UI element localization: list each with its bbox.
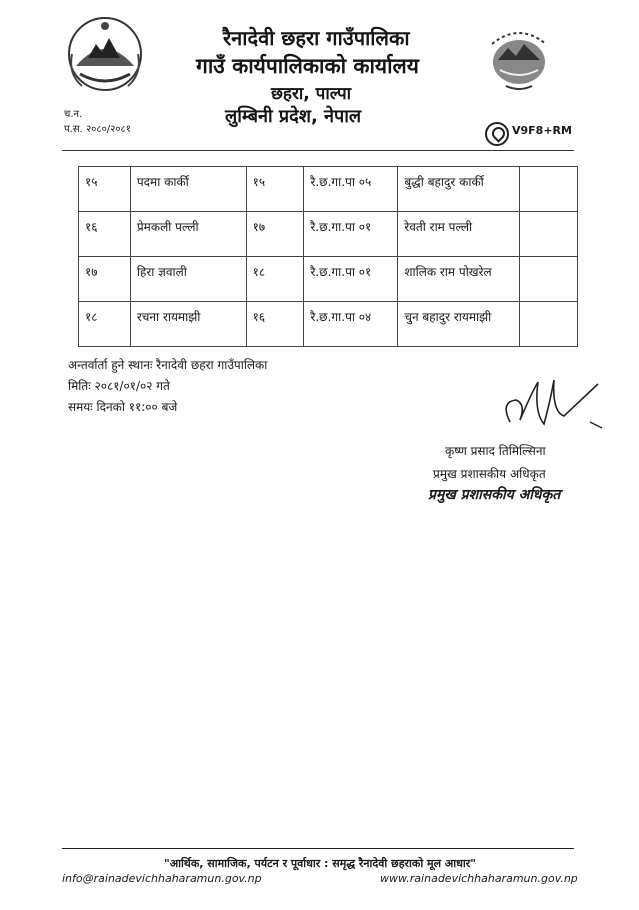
- interview-notes: [68, 355, 267, 418]
- footer-website: www.rainadevichhaharamun.gov.np: [380, 872, 578, 885]
- table-cell-name: रचना रायमाझी: [130, 302, 246, 347]
- signatory-name: कृष्ण प्रसाद तिमिल्सिना: [445, 444, 546, 458]
- table-cell-roll: १५: [246, 167, 304, 212]
- table-cell-address: रै.छ.गा.पा ०५: [304, 167, 398, 212]
- interview-venue: अन्तर्वार्ता हुने स्थानः रैनादेवी छहरा गाउँपालिका: [68, 358, 268, 372]
- nepal-emblem-logo: [62, 14, 148, 96]
- table-cell-guardian: रेवती राम पल्ली: [398, 212, 520, 257]
- footer-divider: [62, 848, 574, 849]
- candidate-table: [78, 166, 578, 347]
- table-cell-name: हिरा ज्ञवाली: [130, 257, 246, 302]
- table-cell-address: रै.छ.गा.पा ०१: [304, 212, 398, 257]
- office-location: छहरा, पाल्पा: [271, 84, 352, 104]
- table-cell-extra: [520, 167, 578, 212]
- table-cell-address: रै.छ.गा.पा ०१: [304, 257, 398, 302]
- interview-date: मितिः २०८१/०१/०२ गते: [68, 379, 170, 393]
- footer-email: info@rainadevichhaharamun.gov.np: [62, 872, 262, 885]
- location-pin-icon: [485, 122, 509, 146]
- table-cell-sn: १५: [79, 167, 131, 212]
- table-cell-sn: १७: [79, 257, 131, 302]
- signature-image: [480, 372, 604, 442]
- header-divider: [62, 150, 574, 151]
- footer-slogan: "आर्थिक, सामाजिक, पर्यटन र पूर्वाधार : समृद्ध रैनादेवी छहराको मूल आधार": [163, 857, 476, 870]
- table-cell-roll: १६: [246, 302, 304, 347]
- interview-time: समयः दिनको ११:०० बजे: [68, 400, 178, 414]
- table-cell-guardian: शालिक राम पोखरेल: [398, 257, 520, 302]
- table-row: [79, 212, 578, 257]
- municipality-name: रैनादेवी छहरा गाउँपालिका: [223, 26, 410, 50]
- table-cell-roll: १७: [246, 212, 304, 257]
- office-name: गाउँ कार्यपालिकाको कार्यालय: [196, 54, 419, 78]
- table-cell-extra: [520, 257, 578, 302]
- table-cell-extra: [520, 212, 578, 257]
- table-cell-name: पदमा कार्की: [130, 167, 246, 212]
- table-row: [79, 302, 578, 347]
- table-cell-roll: १८: [246, 257, 304, 302]
- municipality-logo: [486, 16, 552, 94]
- dispatch-number-label: च.न.: [64, 109, 83, 120]
- signatory-post: प्रमुख प्रशासकीय अधिकृत: [433, 467, 546, 481]
- plus-code: V9F8+RM: [512, 124, 572, 137]
- table-cell-guardian: चुन बहादुर रायमाझी: [398, 302, 520, 347]
- table-cell-sn: १६: [79, 212, 131, 257]
- table-cell-address: रै.छ.गा.पा ०४: [304, 302, 398, 347]
- table-cell-extra: [520, 302, 578, 347]
- table-cell-guardian: बुद्धी बहादुर कार्की: [398, 167, 520, 212]
- signatory-stamp: प्रमुख प्रशासकीय अधिकृत: [428, 487, 561, 503]
- table-cell-name: प्रेमकली पल्ली: [130, 212, 246, 257]
- province-name: लुम्बिनी प्रदेश, नेपाल: [225, 106, 362, 127]
- table-row: [79, 167, 578, 212]
- reference-number-label: प.स. २०८०/२०८१: [64, 124, 131, 135]
- table-row: [79, 257, 578, 302]
- table-cell-sn: १८: [79, 302, 131, 347]
